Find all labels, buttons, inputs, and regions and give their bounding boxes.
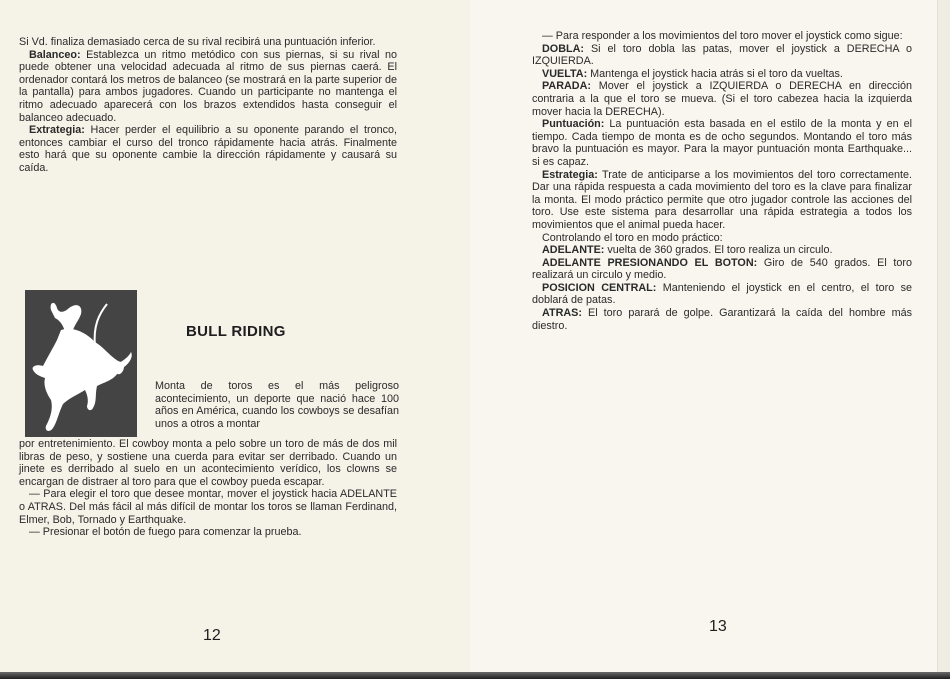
paragraph-dobla: [532, 43, 912, 68]
paragraph-posicion-central: [532, 282, 912, 307]
paragraph-puntuacion: [532, 118, 912, 168]
paragraph-balanceo: [19, 49, 397, 125]
paragraph-text: Controlando el toro en modo práctico:: [542, 231, 723, 244]
paragraph-label: Balanceo:: [29, 48, 81, 61]
paragraph-text: Mover el joystick a IZQUIERDA o DERECHA en dirección contraria a la que el toro se mueva. (Si el toro cabezea hacia la izquierda mover hacia la DERECHA).: [532, 80, 912, 118]
paragraph-text: La puntuación esta basada en el estilo de la monta y en el tiempo. Cada tiempo de monta es de ocho segundos. Montando el toro más bravo la puntuación es mayor. Para la mayor puntuación monta Earthquake... si es capaz.: [532, 118, 912, 168]
paragraph-label: PARADA:: [542, 80, 591, 93]
paragraph-text: Si Vd. finaliza demasiado cerca de su rival recibirá una puntuación inferior.: [19, 36, 376, 48]
left-page: [0, 0, 470, 672]
paragraph-atras: [532, 307, 912, 332]
bull-rider-icon: [25, 290, 137, 437]
paragraph-parada: [532, 80, 912, 118]
paragraph-label: POSICION CENTRAL:: [542, 281, 657, 294]
intro-text: [155, 380, 399, 430]
paragraph-text: vuelta de 360 grados. El toro realiza un circulo.: [604, 244, 833, 257]
paragraph-text: Trate de anticiparse a los movimientos del toro correctamente. Dar una rápida respuesta a cada movimiento del toro es la clave para finalizar la monta. El modo práctico permite que otro jugador controle las acciones del toro. Use este sistema para desarrollar una rápida estrategia a todos los movimientos que el animal pueda hacer.: [532, 168, 912, 231]
left-bottom-text: [19, 438, 397, 539]
paragraph-label: VUELTA:: [542, 67, 588, 80]
intro-paragraph: Monta de toros es el más peligroso acontecimiento, un deporte que nació hace 100 años en América, cuando los cowboys se desafían unos a otros a montar: [155, 380, 399, 430]
paragraph-label: ADELANTE:: [542, 244, 605, 257]
paragraph-label: DOBLA:: [542, 42, 584, 55]
paragraph-text: Hacer perder el equilibrio a su oponente parando el tronco, entonces cambiar el curso del tronco rápidamente hacia atrás. Finalmente esto hará que su oponente cambie la dirección rápidamente y causará su caída.: [19, 124, 397, 174]
paragraph-estrategia: [532, 169, 912, 232]
paragraph-label: Estrategia:: [542, 168, 598, 181]
paragraph-choose-bull: — Para elegir el toro que desee montar, mover el joystick hacia ADELANTE o ATRAS. Del más fácil al más difícil de montar los toros se llaman Ferdinand, Elmer, Bob, Tornado y Earthquake.: [19, 488, 397, 526]
page-edge: [937, 0, 950, 672]
page-number-left: 12: [203, 627, 221, 644]
left-top-text: [19, 36, 397, 175]
paragraph-adelante-boton: [532, 257, 912, 282]
paragraph-text: Giro de 540 grados. El toro realizará un circulo y medio.: [532, 256, 913, 282]
intro-continuation: por entretenimiento. El cowboy monta a pelo sobre un toro de más de dos mil libras de peso, y sostiene una cuerda para evitar ser derribado. Cuando un jinete es derribado al suelo en un acontecimiento verídico, los clowns se encargan de distraer al toro para que el cowboy pueda escapar.: [19, 438, 397, 488]
paragraph-text: Si el toro dobla las patas, mover el joystick a DERECHA o IZQUIERDA.: [532, 42, 912, 68]
paragraph-score-note: [19, 36, 397, 49]
paragraph-text: — Para responder a los movimientos del toro mover el joystick como sigue:: [542, 30, 903, 42]
paragraph-adelante: [532, 244, 912, 257]
paragraph-text: Mantenga el joystick hacia atrás si el toro da vueltas.: [587, 67, 843, 80]
paragraph-label: Extrategia:: [29, 124, 85, 137]
section-title: BULL RIDING: [186, 323, 286, 340]
paragraph-label: Puntuación:: [542, 118, 605, 131]
page-number-right: 13: [709, 618, 727, 635]
paragraph-vuelta: [532, 68, 912, 81]
paragraph-text: Establezca un ritmo metódico con sus piernas, si su rival no puede obtener una velocidad adecuada al ritmo de sus piernas caerá. El ordenador contará los metros de balanceo (se mostrará en la parte superior de la pantalla) para ambos jugadores. Cuando un participante no mantenga el ritmo adecuado aparecerá con los brazos extendidos hasta conseguir el balanceo adecuado.: [19, 48, 397, 124]
paragraph-text: El toro parará de golpe. Garantizará la caída del hombre más diestro.: [532, 307, 912, 332]
binding-edge: [0, 672, 950, 679]
paragraph-label: ADELANTE PRESIONANDO EL BOTON:: [542, 256, 758, 269]
right-text: [532, 30, 912, 332]
paragraph-practice-mode: [532, 232, 912, 245]
bull-rider-illustration: [25, 290, 137, 437]
paragraph-text: Manteniendo el joystick en el centro, el toro se doblará de patas.: [532, 281, 913, 307]
paragraph-extrategia: [19, 124, 397, 174]
paragraph-fire-button: — Presionar el botón de fuego para comenzar la prueba.: [29, 526, 302, 539]
paragraph-label: ATRAS:: [542, 307, 582, 320]
paragraph-intro: [532, 30, 912, 43]
